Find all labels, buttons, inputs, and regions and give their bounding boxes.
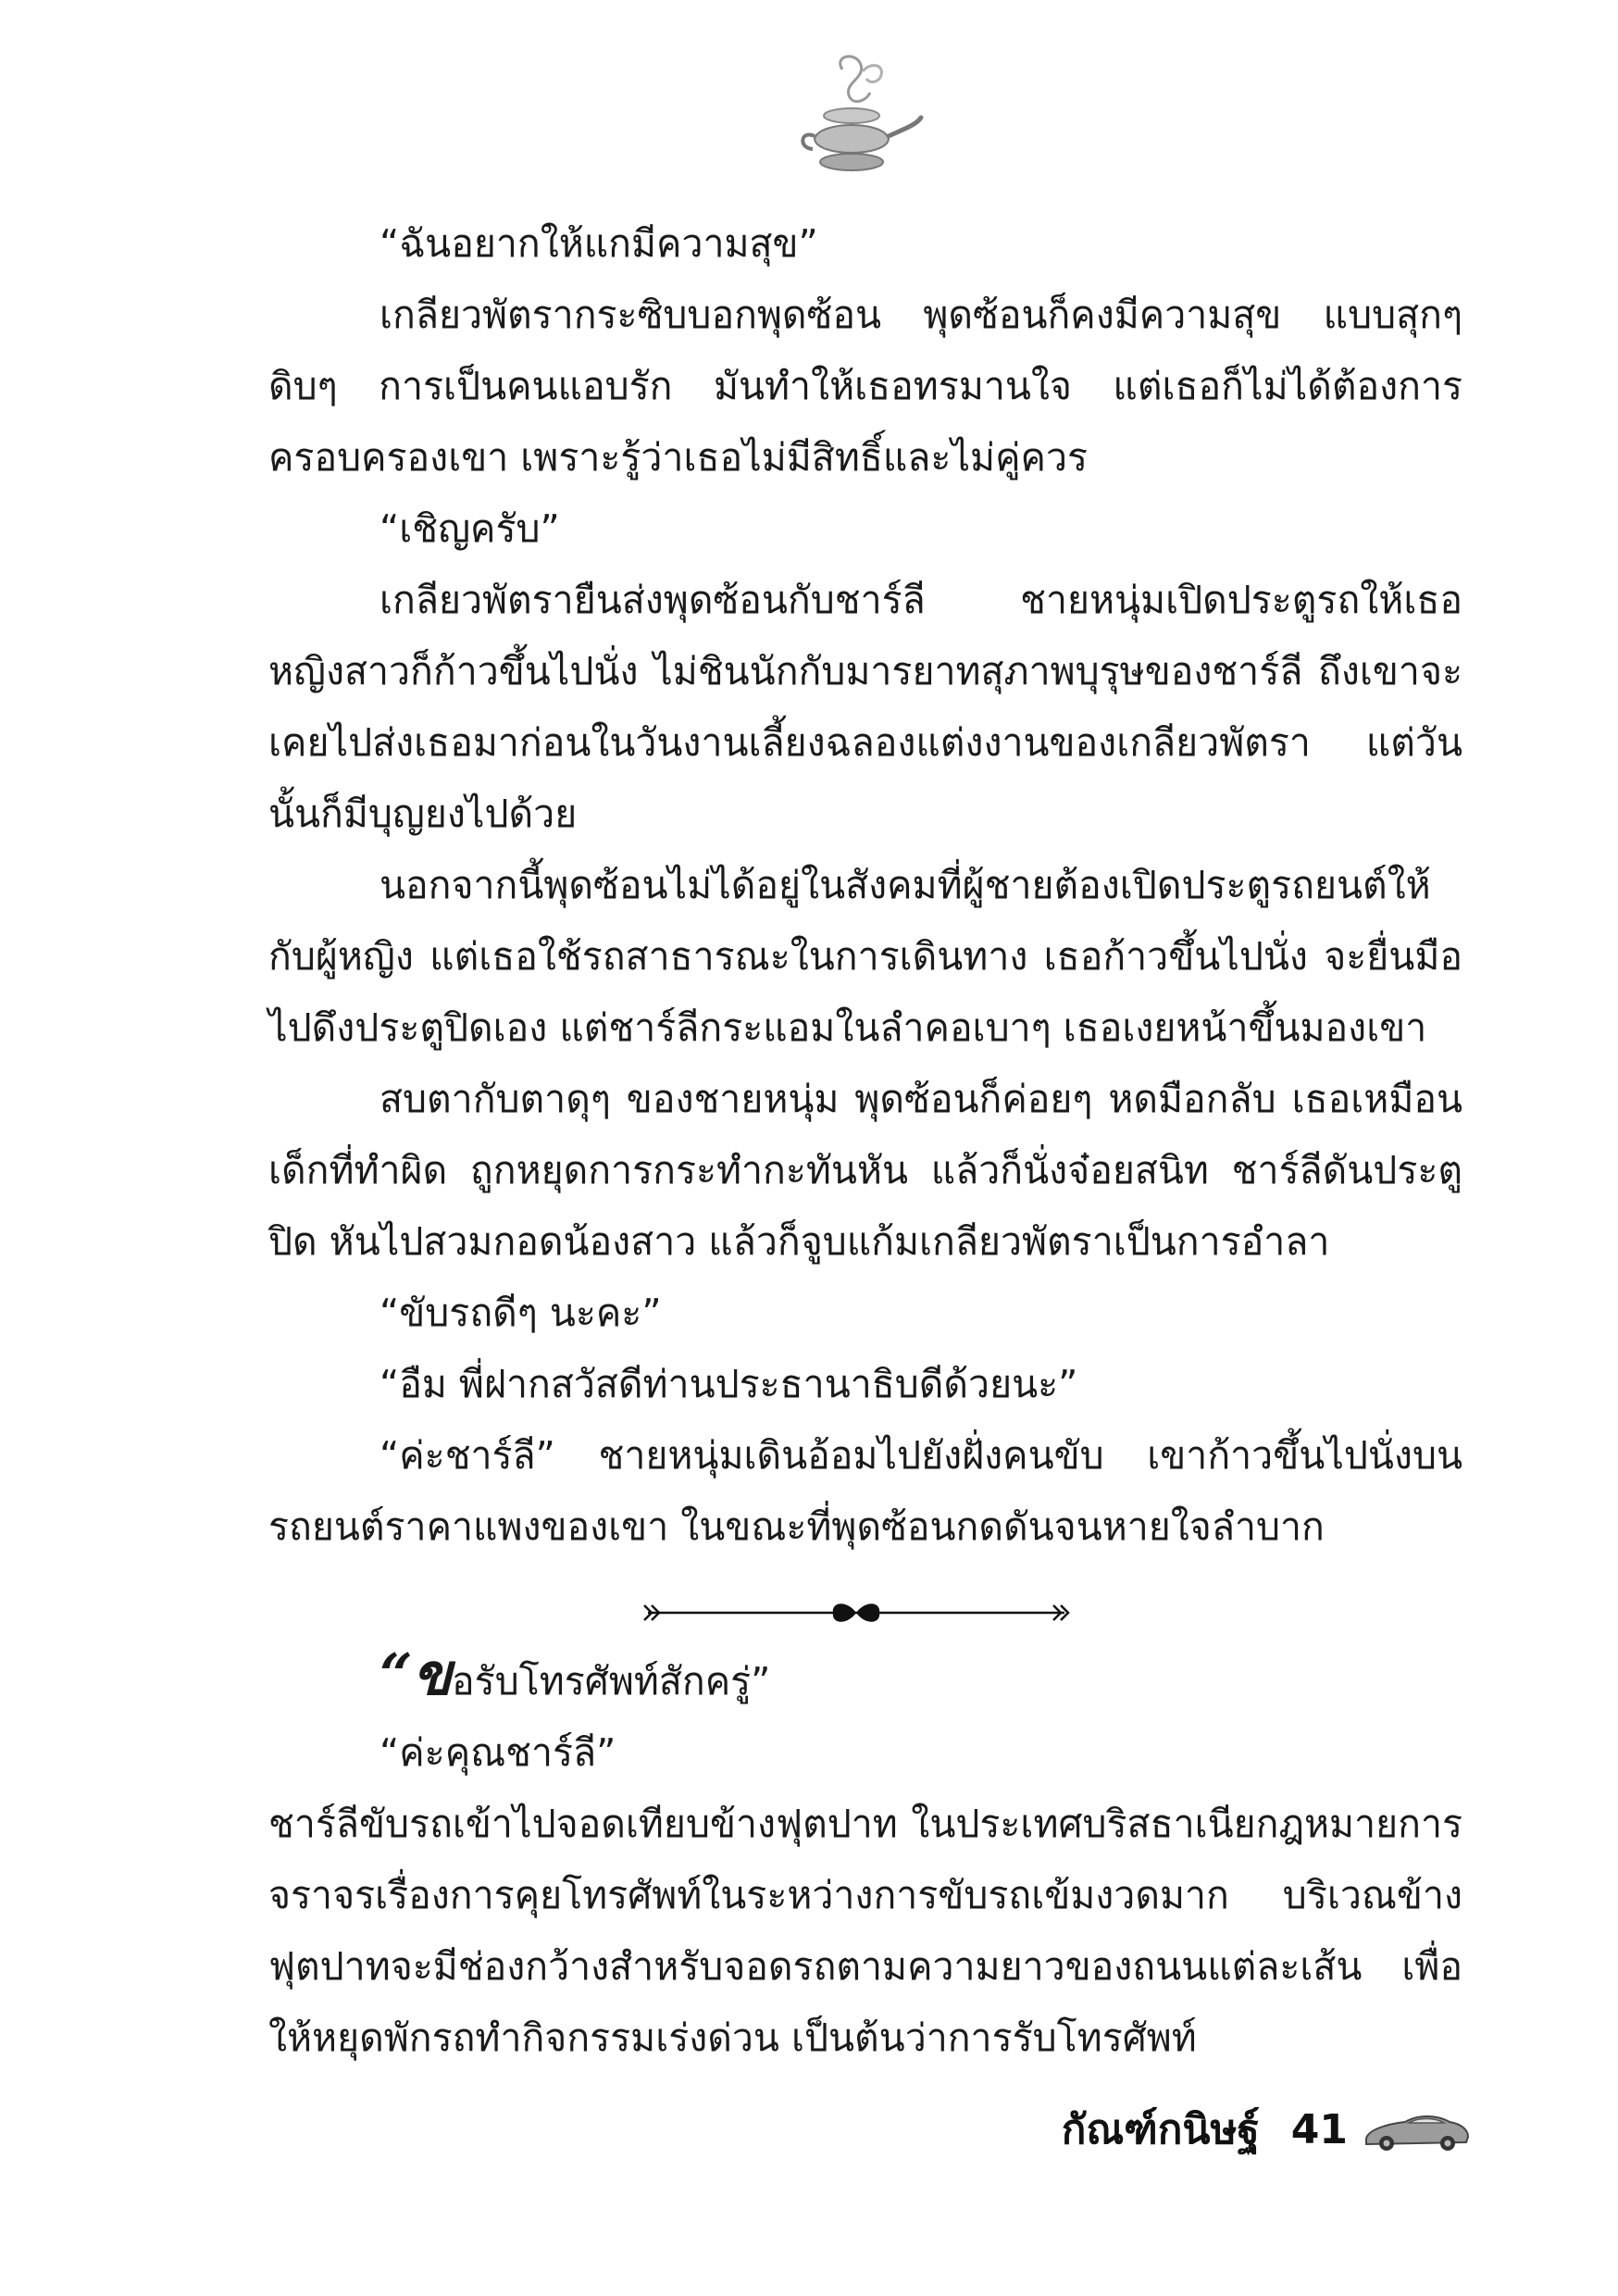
paragraph: “ค่ะคุณชาร์ลี” xyxy=(380,1730,616,1775)
opening-line-rest: อรับโทรศัพท์สักครู่” xyxy=(452,1659,771,1703)
paragraph: นอกจากนี้พุดซ้อนไม่ได้อยู่ในสังคมที่ผู้ชายต้องเปิดประตูรถยนต์ให้กับผู้หญิง แต่เธอใช้รถสาธารณะในการเดินทาง เธอก้าวขึ้นไปนั่ง จะยื่นมือไปดึงประตูปิดเอง แต่ชาร์ลีกระแอมในลำคอเบาๆ เธอเงยหน้าขึ้นมองเขา xyxy=(268,863,1462,1050)
page-footer xyxy=(1027,2097,1472,2162)
section-opening-line xyxy=(268,1639,1462,1717)
paragraph: “ฉันอยากให้แกมีความสุข” xyxy=(380,221,818,266)
paragraph: “ค่ะชาร์ลี” ชายหนุ่มเดินอ้อมไปยังฝั่งคนขับ เขาก้าวขึ้นไปนั่งบนรถยนต์ราคาแพงของเขา ในขณะที่พุดซ้อนกดดันจนหายใจลำบาก xyxy=(268,1433,1462,1549)
paragraph: ชาร์ลีขับรถเข้าไปจอดเทียบข้างฟุตปาท ในประเทศบริสธาเนียกฎหมายการจราจรเรื่องการคุยโทรศัพท์ในระหว่างการขับรถเข้มงวดมาก บริเวณข้างฟุตปาทจะมีช่องกว้างสำหรับจอดรถตามความยาวของถนนแต่ละเส้น เพื่อให้หยุดพักรถทำกิจกรรมเร่งด่วน เป็นต้นว่าการรับโทรศัพท์ xyxy=(268,1802,1462,2060)
paragraph: สบตากับตาดุๆ ของชายหนุ่ม พุดซ้อนก็ค่อยๆ หดมือกลับ เธอเหมือนเด็กที่ทำผิด ถูกหยุดการกระทำกะทันหัน แล้วก็นั่งจ๋อยสนิท ชาร์ลีดันประตูปิด หันไปสวมกอดน้องสาว แล้วก็จูบแก้มเกลียวพัตราเป็นการอำลา xyxy=(268,1077,1462,1264)
paragraph: “ขับรถดีๆ นะคะ” xyxy=(380,1291,662,1335)
book-title: กัณฑ์กนิษฐ์ xyxy=(1061,2106,1260,2153)
paragraph: “อืม พี่ฝากสวัสดีท่านประธานาธิบดีด้วยนะ” xyxy=(380,1362,1078,1406)
body-text-section2 xyxy=(268,1639,1462,2074)
section2-paragraphs xyxy=(268,1717,1462,2074)
paragraph: เกลียวพัตรากระซิบบอกพุดซ้อน พุดซ้อนก็คงมีความสุข แบบสุกๆ ดิบๆ การเป็นคนแอบรัก มันทำให้เธอทรมานใจ แต่เธอก็ไม่ได้ต้องการครอบครองเขา เพราะรู้ว่าเธอไม่มีสิทธิ์และไม่คู่ควร xyxy=(268,293,1462,480)
body-text-top xyxy=(268,208,1462,1563)
drop-cap: “ข xyxy=(380,1641,453,1708)
paragraph: เกลียวพัตรายืนส่งพุดซ้อนกับชาร์ลี ชายหนุ่มเปิดประตูรถให้เธอ หญิงสาวก็ก้าวขึ้นไปนั่ง ไม่ชินนักกับมารยาทสุภาพบุรุษของชาร์ลี ถึงเขาจะเคยไปส่งเธอมาก่อนในวันงานเลี้ยงฉลองแต่งงานของเกลียวพัตรา แต่วันนั้นก็มีบุญยงไปด้วย xyxy=(268,578,1462,836)
heart-divider-icon xyxy=(639,1594,1074,1631)
genie-lamp-icon xyxy=(778,51,926,190)
paragraph: “เชิญครับ” xyxy=(380,506,560,551)
sports-car-icon xyxy=(1361,2103,1472,2155)
page-number: 41 xyxy=(1290,2105,1348,2153)
